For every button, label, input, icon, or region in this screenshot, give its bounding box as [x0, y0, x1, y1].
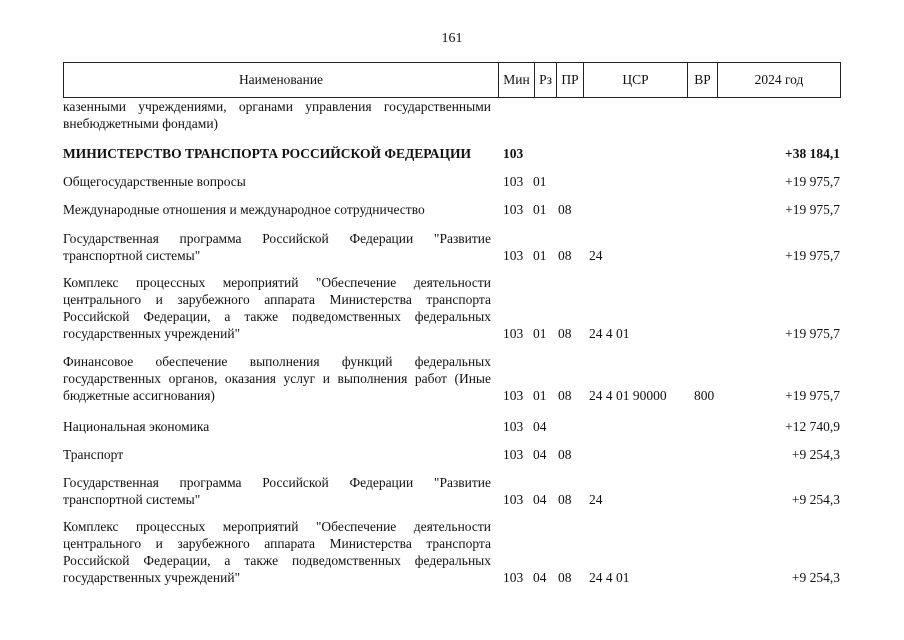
row-rz: 01 — [533, 202, 547, 217]
row-amount: +9 254,3 — [791, 492, 840, 507]
row-name: Комплекс процессных мероприятий "Обеспечение деятельности центрального и зарубежного аппарата Министерства транспорта Российской Федерации, а также подведомственных федеральных государственных учреждений" — [63, 519, 491, 585]
row-min: 103 — [503, 326, 524, 341]
row-amount: +9 254,3 — [791, 447, 840, 462]
row-amount: +12 740,9 — [785, 419, 840, 434]
row-name: Национальная экономика — [63, 419, 210, 434]
row-name: Комплекс процессных мероприятий "Обеспечение деятельности центрального и зарубежного аппарата Министерства транспорта Российской Федерации, а также подведомственных федеральных государственных учреждений" — [63, 275, 491, 341]
row-name: Государственная программа Российской Федерации "Развитие транспортной системы" — [63, 475, 491, 507]
column-header-csr: ЦСР — [584, 63, 688, 97]
row-csr: 24 4 01 90000 — [589, 388, 667, 403]
table-row — [0, 518, 904, 586]
page-number: 161 — [441, 31, 463, 46]
row-name: Транспорт — [63, 447, 124, 462]
table-row — [0, 173, 904, 190]
row-min: 103 — [503, 388, 524, 403]
row-amount: +38 184,1 — [785, 146, 840, 161]
row-min: 103 — [503, 146, 524, 161]
table-row — [0, 230, 904, 264]
table-row — [0, 474, 904, 508]
row-amount: +19 975,7 — [785, 174, 840, 189]
table-row — [0, 418, 904, 435]
row-rz: 04 — [533, 492, 547, 507]
row-rz: 01 — [533, 174, 547, 189]
row-amount: +19 975,7 — [785, 388, 840, 403]
row-rz: 01 — [533, 248, 547, 263]
column-header-name: Наименование — [64, 63, 499, 97]
row-min: 103 — [503, 202, 524, 217]
row-min: 103 — [503, 419, 524, 434]
row-pr: 08 — [558, 570, 572, 585]
row-rz: 04 — [533, 419, 547, 434]
row-min: 103 — [503, 447, 524, 462]
column-header-year: 2024 год — [754, 72, 804, 87]
column-header-rz: Рз — [535, 63, 557, 97]
row-pr: 08 — [558, 388, 572, 403]
row-csr: 24 4 01 — [589, 570, 630, 585]
row-csr: 24 4 01 — [589, 326, 630, 341]
row-name: МИНИСТЕРСТВО ТРАНСПОРТА РОССИЙСКОЙ ФЕДЕРАЦИИ — [63, 146, 472, 161]
row-rz: 04 — [533, 570, 547, 585]
row-csr: 24 — [589, 492, 603, 507]
row-amount: +19 975,7 — [785, 202, 840, 217]
table-row-ministry — [0, 145, 904, 162]
row-rz: 04 — [533, 447, 547, 462]
table-row — [0, 353, 904, 404]
column-header-min: Мин — [499, 63, 535, 97]
table-row — [0, 274, 904, 342]
table-header — [63, 62, 841, 98]
row-amount: +19 975,7 — [785, 326, 840, 341]
row-min: 103 — [503, 492, 524, 507]
column-header-vr: ВР — [688, 63, 718, 97]
row-name: Международные отношения и международное сотрудничество — [63, 202, 425, 217]
row-csr: 24 — [589, 248, 603, 263]
table-row-continuation — [0, 98, 904, 132]
row-pr: 08 — [558, 202, 572, 217]
row-min: 103 — [503, 570, 524, 585]
row-amount: +19 975,7 — [785, 248, 840, 263]
row-min: 103 — [503, 174, 524, 189]
row-pr: 08 — [558, 248, 572, 263]
row-rz: 01 — [533, 388, 547, 403]
row-name: Государственная программа Российской Федерации "Развитие транспортной системы" — [63, 231, 491, 263]
row-min: 103 — [503, 248, 524, 263]
table-row — [0, 201, 904, 218]
row-pr: 08 — [558, 326, 572, 341]
row-name: Финансовое обеспечение выполнения функций федеральных государственных органов, оказания услуг и выполнения работ (Иные бюджетные ассигнования) — [63, 354, 491, 403]
row-amount: +9 254,3 — [791, 570, 840, 585]
row-pr: 08 — [558, 492, 572, 507]
row-name: казенными учреждениями, органами управления государственными внебюджетными фондами) — [63, 99, 491, 131]
row-pr: 08 — [558, 447, 572, 462]
row-vr: 800 — [694, 388, 715, 403]
table-row — [0, 446, 904, 463]
row-rz: 01 — [533, 326, 547, 341]
column-header-pr: ПР — [557, 63, 584, 97]
row-name: Общегосударственные вопросы — [63, 174, 246, 189]
